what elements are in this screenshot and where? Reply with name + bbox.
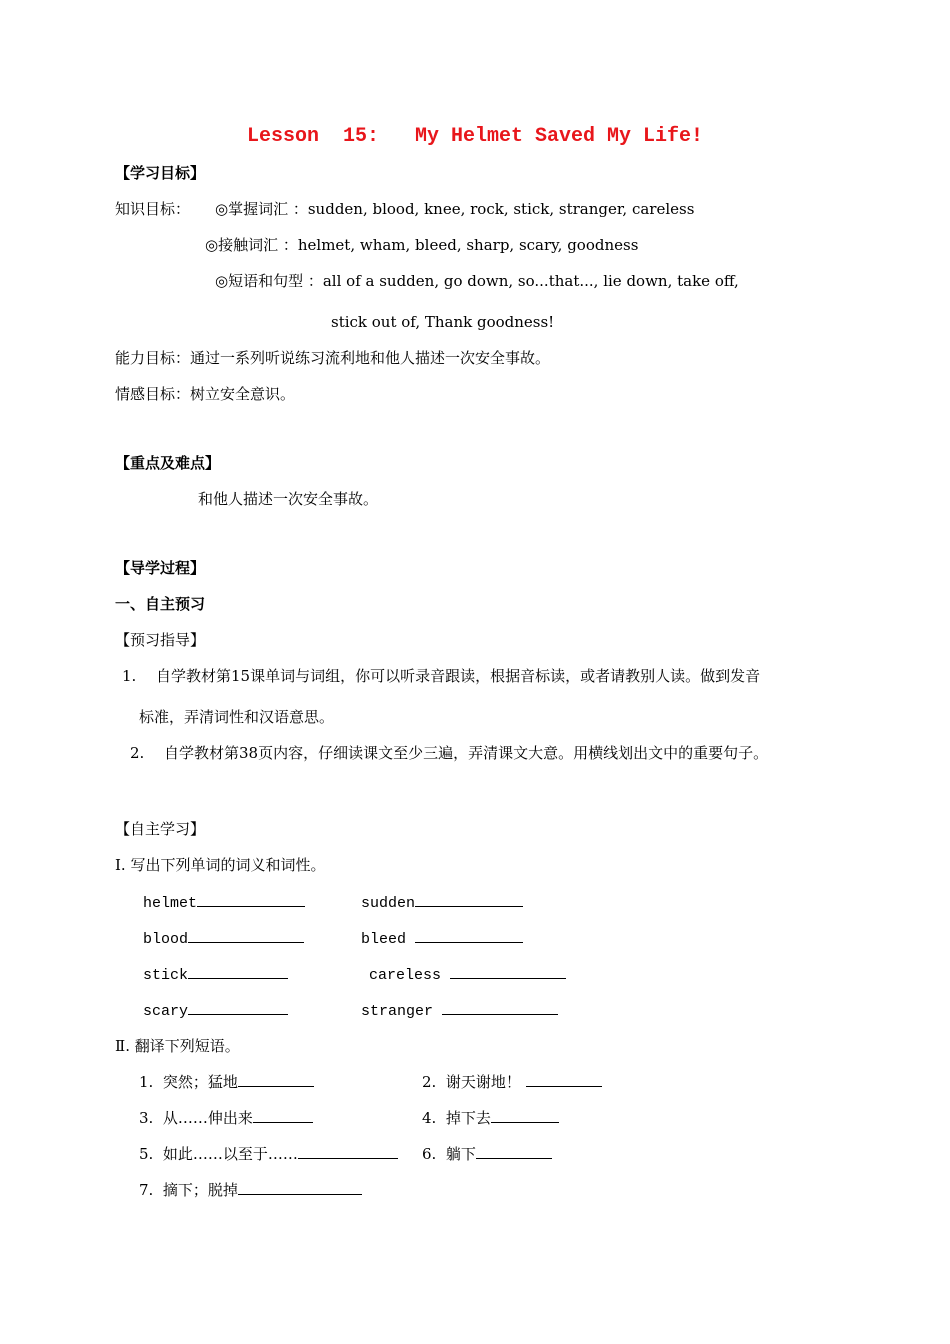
phrase-text: 从……伸出来 <box>162 1109 253 1127</box>
page-title: Lesson 15: My Helmet Saved My Life! <box>246 125 704 148</box>
word-label: blood <box>143 931 189 948</box>
phrase-number: 7. <box>139 1181 154 1199</box>
phrase-text: 躺下 <box>445 1145 476 1163</box>
word-item <box>143 1000 288 1022</box>
word-item <box>143 964 288 986</box>
phrase-number: 1. <box>139 1073 154 1091</box>
phrase-text: 摘下；脱掉 <box>162 1181 238 1199</box>
self-study-header: 【自主学习】 <box>115 820 206 838</box>
answer-blank[interactable] <box>415 928 523 943</box>
phrases-line-2: stick out of, Thank goodness! <box>331 313 555 331</box>
phrase-number: 6. <box>422 1145 437 1163</box>
phrase-text: 掉下去 <box>445 1109 491 1127</box>
word-item <box>361 892 523 914</box>
answer-blank[interactable] <box>415 892 523 907</box>
guide-2-text: 自学教材第38页内容，仔细读课文至少三遍，弄清课文大意。用横线划出文中的重要句子。 <box>164 744 769 762</box>
answer-blank[interactable] <box>450 964 566 979</box>
guide-header: 【导学过程】 <box>115 559 206 577</box>
phrase-item <box>422 1072 602 1092</box>
word-label: scary <box>143 1003 189 1020</box>
phrase-text: 谢天谢地！ <box>445 1073 521 1091</box>
phrase-item <box>139 1144 398 1164</box>
answer-blank[interactable] <box>188 1000 288 1015</box>
answer-blank[interactable] <box>238 1180 362 1195</box>
phrases-line-1: ◎短语和句型 ：all of a sudden, go down, so...that..., lie down, take off, <box>215 272 739 290</box>
word-item <box>361 1000 558 1022</box>
answer-blank[interactable] <box>188 928 304 943</box>
answer-blank[interactable] <box>253 1108 313 1123</box>
answer-blank[interactable] <box>188 964 288 979</box>
guide-1-line-2: 标准，弄清词性和汉语意思。 <box>139 708 335 726</box>
answer-blank[interactable] <box>442 1000 558 1015</box>
word-label: helmet <box>143 895 198 912</box>
word-label: stick <box>143 967 189 984</box>
knowledge-label: 知识目标： <box>115 200 191 218</box>
phrase-item <box>139 1072 314 1092</box>
key-header: 【重点及难点】 <box>115 454 221 472</box>
answer-blank[interactable] <box>238 1072 314 1087</box>
phrase-item <box>422 1144 552 1164</box>
word-label: sudden <box>361 895 416 912</box>
preview-guide-header: 【预习指导】 <box>115 631 206 649</box>
word-item <box>369 964 566 986</box>
answer-blank[interactable] <box>476 1144 552 1159</box>
goals-header: 【学习目标】 <box>115 164 206 182</box>
answer-blank[interactable] <box>298 1144 398 1159</box>
phrase-number: 2. <box>422 1073 437 1091</box>
word-item <box>143 892 305 914</box>
answer-blank[interactable] <box>197 892 305 907</box>
answer-blank[interactable] <box>526 1072 602 1087</box>
exercise-2-title: Ⅱ. 翻译下列短语。 <box>115 1037 240 1055</box>
contact-vocab: ◎接触词汇 ：helmet, wham, bleed, sharp, scary, goodness <box>205 236 639 254</box>
emotion-goal: 情感目标：树立安全意识。 <box>115 385 296 403</box>
exercise-1-title: Ⅰ. 写出下列单词的词义和词性。 <box>115 856 326 874</box>
phrase-number: 5. <box>139 1145 154 1163</box>
guide-2-number: 2. <box>130 744 145 762</box>
phrase-item <box>139 1108 313 1128</box>
phrase-item <box>139 1180 362 1200</box>
master-vocab: ◎掌握词汇 ：sudden, blood, knee, rock, stick, stranger, careless <box>215 200 695 218</box>
ability-goal: 能力目标：通过一系列听说练习流利地和他人描述一次安全事故。 <box>115 349 551 367</box>
phrase-number: 4. <box>422 1109 437 1127</box>
answer-blank[interactable] <box>491 1108 559 1123</box>
word-item <box>143 928 304 950</box>
word-label: stranger <box>361 1003 434 1020</box>
phrase-item <box>422 1108 559 1128</box>
guide-1-line-1: 自学教材第15课单词与词组，你可以听录音跟读，根据音标读，或者请教别人读。做到发音 <box>156 667 761 685</box>
key-content: 和他人描述一次安全事故。 <box>198 490 379 508</box>
guide-1-number: 1. <box>122 667 137 685</box>
phrase-text: 突然；猛地 <box>162 1073 238 1091</box>
preview-header: 一、自主预习 <box>115 595 206 613</box>
word-label: bleed <box>361 931 407 948</box>
word-item <box>361 928 523 950</box>
phrase-number: 3. <box>139 1109 154 1127</box>
phrase-text: 如此……以至于…… <box>162 1145 298 1163</box>
word-label: careless <box>369 967 442 984</box>
